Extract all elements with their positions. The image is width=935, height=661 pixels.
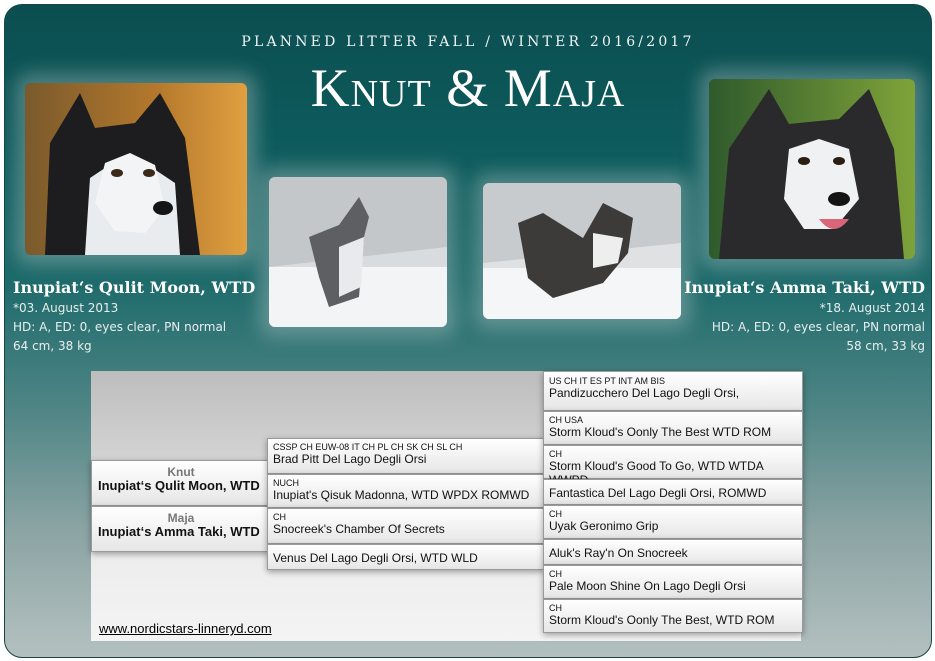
parent-registered-name: Inupiat‘s Qulit Moon, WTD: [98, 478, 260, 493]
pedigree-great-grandparent: [543, 445, 803, 479]
sire-health: HD: A, ED: 0, eyes clear, PN normal: [13, 320, 227, 334]
sire-name: Inupiat‘s Qulit Moon, WTD: [13, 278, 256, 297]
pedigree-great-grandparent: [543, 371, 803, 411]
litter-subtitle: PLANNED LITTER FALL / WINTER 2016/2017: [241, 34, 695, 50]
dam-health: HD: A, ED: 0, eyes clear, PN normal: [711, 320, 925, 334]
pedigree-great-grandparent: [543, 505, 803, 539]
dog-registered-name: Brad Pitt Del Lago Degli Orsi: [273, 452, 427, 466]
parent-registered-name: Inupiat‘s Amma Taki, WTD: [98, 524, 260, 539]
title-prefix: CH USA: [549, 415, 584, 425]
dog-registered-name: Snocreek's Chamber Of Secrets: [273, 522, 445, 536]
pedigree-grandparent: [267, 508, 545, 544]
title-prefix: CSSP CH EUW-08 IT CH PL CH SK CH SL CH: [273, 442, 463, 452]
pedigree-great-grandparent: [543, 599, 803, 633]
litter-title: Knut & Maja: [310, 58, 626, 118]
dam-born: *18. August 2014: [819, 301, 925, 315]
dog-registered-name: Pale Moon Shine On Lago Degli Orsi: [549, 579, 746, 593]
pedigree-parent-dam: [91, 506, 271, 552]
pedigree-great-grandparent: [543, 479, 803, 505]
title-prefix: CH: [549, 569, 562, 579]
parent-call-name: Knut: [167, 465, 195, 479]
pedigree-great-grandparent: [543, 565, 803, 599]
dog-registered-name: Venus Del Lago Degli Orsi, WTD WLD: [273, 551, 478, 565]
dam-snow-photo: [483, 183, 681, 319]
pedigree-great-grandparent: [543, 411, 803, 445]
parent-call-name: Maja: [167, 511, 195, 525]
website-link[interactable]: www.nordicstars-linneryd.com: [99, 621, 272, 636]
sire-snow-photo: [269, 177, 447, 327]
pedigree-grandparent: [267, 474, 545, 508]
dam-name: Inupiat‘s Amma Taki, WTD: [684, 278, 925, 297]
sire-born: *03. August 2013: [13, 301, 119, 315]
dam-portrait-photo: [709, 79, 915, 259]
title-prefix: CH: [549, 603, 562, 613]
dam-size: 58 cm, 33 kg: [846, 339, 925, 353]
dog-registered-name: Fantastica Del Lago Degli Orsi, ROMWD: [549, 486, 767, 500]
dog-registered-name: Storm Kloud's Oonly The Best, WTD ROM: [549, 613, 775, 627]
pedigree-great-grandparent: [543, 539, 803, 565]
title-prefix: US CH IT ES PT INT AM BIS: [549, 376, 666, 386]
dog-registered-name: Aluk's Ray'n On Snocreek: [549, 546, 688, 560]
sire-details: [13, 299, 226, 356]
dog-registered-name: Storm Kloud's Oonly The Best WTD ROM: [549, 425, 772, 439]
dog-registered-name: Storm Kloud's Good To Go, WTD WTDA: [549, 459, 764, 473]
sire-size: 64 cm, 38 kg: [13, 339, 92, 353]
dog-registered-name: Uyak Geronimo Grip: [549, 519, 659, 533]
pedigree-grandparent: [267, 438, 545, 474]
pedigree-parent-sire: [91, 460, 271, 506]
sire-portrait-photo: [25, 83, 247, 255]
dam-details: [712, 299, 925, 356]
pedigree-grandparent: [267, 544, 545, 570]
dog-registered-name: Inupiat's Qisuk Madonna, WTD WPDX ROMWD: [273, 488, 530, 502]
dog-registered-name: Pandizucchero Del Lago Degli Orsi,: [549, 386, 740, 400]
title-prefix: CH: [273, 512, 286, 522]
title-prefix: CH: [549, 509, 562, 519]
title-prefix: CH: [549, 449, 562, 459]
title-prefix: NUCH: [273, 478, 299, 488]
litter-card: [4, 4, 932, 658]
